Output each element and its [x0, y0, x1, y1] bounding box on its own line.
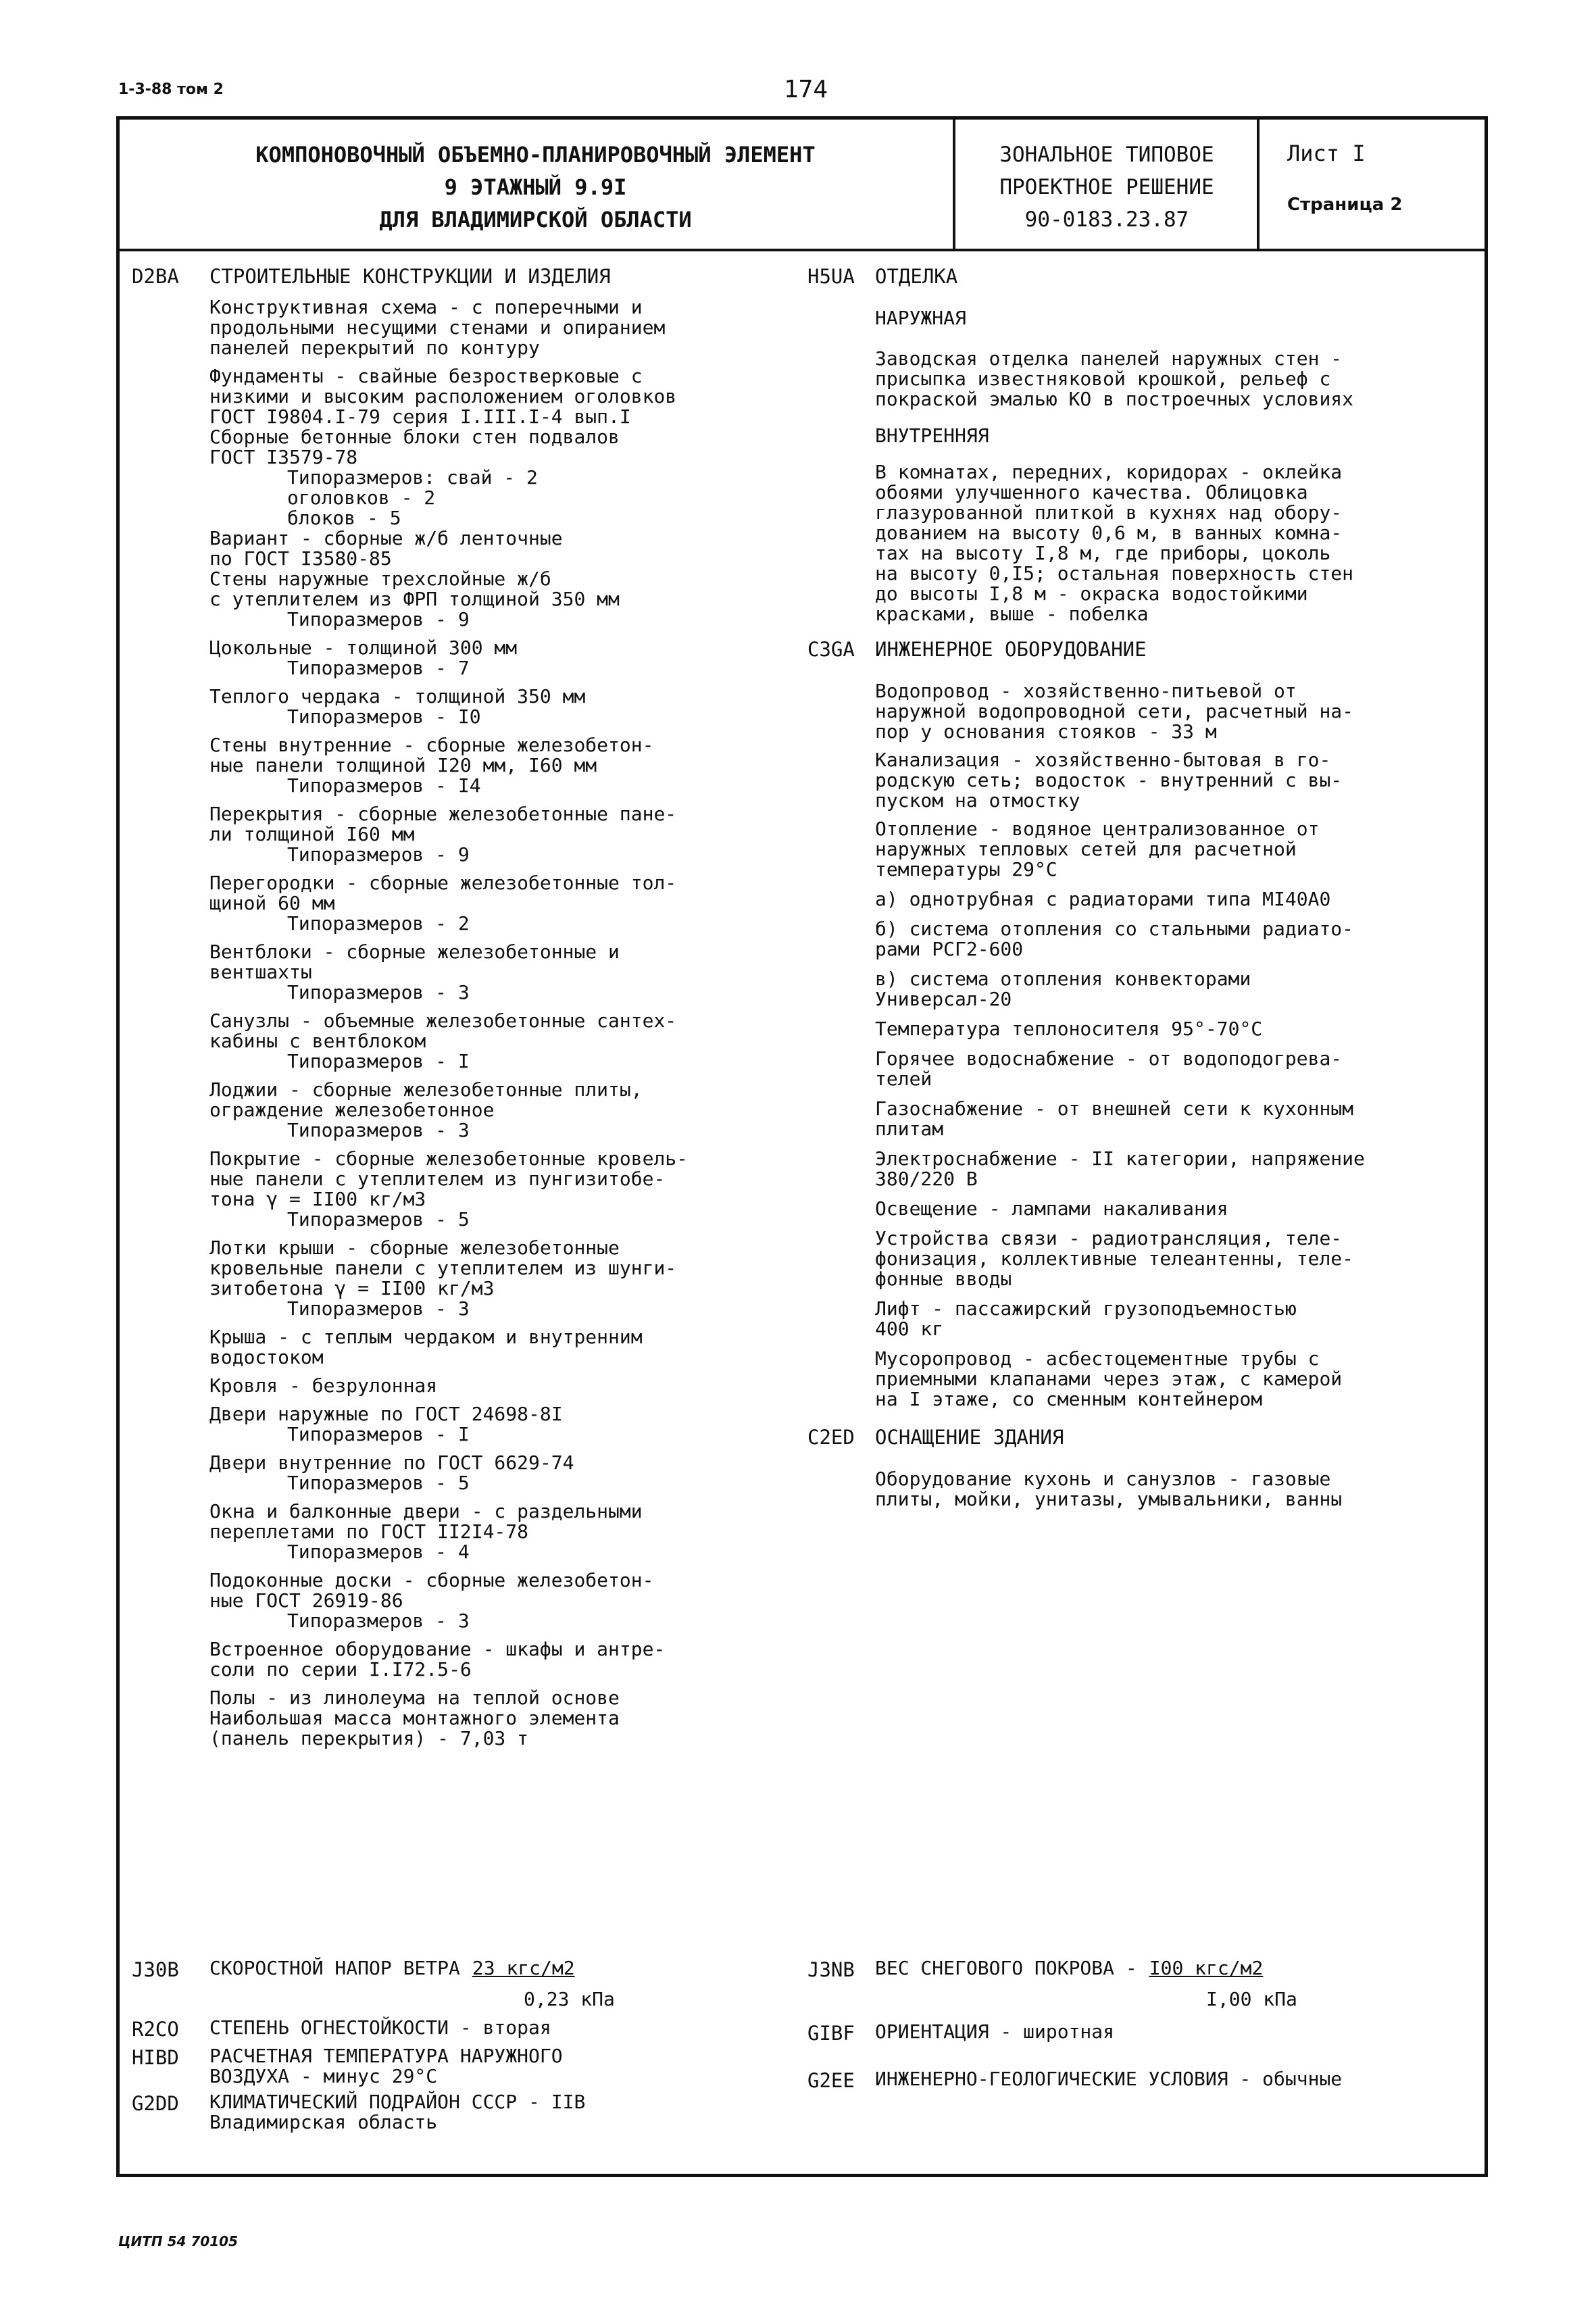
- param-wind: [132, 1958, 740, 1981]
- para-heating-b: б) система отопления со стальными радиато- рами РСГ2-600: [875, 918, 1354, 960]
- engineering-body: [875, 681, 1470, 1410]
- para-windows: Окна и балконные двери - с раздельными переплетами по ГОСТ II2I4-78: [209, 1500, 643, 1543]
- para-sizes: Типоразмеров - 5: [287, 1208, 470, 1230]
- para-vent-blocks: Вентблоки - сборные железобетонные и вентшахты: [209, 941, 620, 983]
- subheading-interior: ВНУТРЕННЯЯ: [875, 424, 989, 447]
- section-code: C2ED: [807, 1426, 855, 1449]
- footer-stamp: ЦИТП 54 70105: [118, 2233, 239, 2249]
- param-text: СКОРОСТНОЙ НАПОР ВЕТРА: [209, 1957, 460, 1979]
- param-orientation: [807, 2022, 1470, 2045]
- document-reference: 1-3-88 том 2: [118, 81, 224, 98]
- right-column: [807, 265, 1470, 1510]
- para-water-supply: Водопровод - хозяйственно-питьевой от наружной водопроводной сети, расчетный на- пор у основания стояков - 33 м: [875, 680, 1354, 743]
- para-roofing: Покрытие - сборные железобетонные кровель- ные панели с утеплителем из пунгизитобе- тона γ = II00 кг/м3: [209, 1147, 689, 1210]
- param-value: I00 кгс/м2: [1149, 1957, 1264, 1979]
- designation-line-2: ПРОЕКТНОЕ РЕШЕНИЕ: [999, 175, 1214, 199]
- para-heating-c: в) система отопления конвекторами Универсал-20: [875, 968, 1251, 1010]
- para-sizes: Типоразмеров - 4: [287, 1541, 470, 1563]
- param-snow: [807, 1958, 1470, 1981]
- section-code: C3GA: [807, 638, 855, 661]
- param-code: G2EE: [807, 2069, 855, 2092]
- para-sewerage: Канализация - хозяйственно-бытовая в го- родскую сеть; водосток - внутренний с вы- пуском на отмостку: [875, 749, 1343, 812]
- para-roof: Крыша - с теплым чердаком и внутренним водостоком: [209, 1326, 643, 1368]
- header-divider-vertical-1: [953, 116, 955, 251]
- param-text: ВЕС СНЕГОВОГО ПОКРОВА -: [875, 1957, 1137, 1979]
- para-sizes: Типоразмеров - 9: [287, 843, 470, 866]
- para-sizes: Типоразмеров - I0: [287, 705, 481, 728]
- para-sizes: Типоразмеров - 3: [287, 1297, 470, 1320]
- para-foundations: Фундаменты - свайные безростверковые с низкими и высоким расположением оголовков ГОСТ I9804.I-79 серия I.III.I-4 вып.I Сборные бетонные блоки стен подвалов ГОСТ I3579-78: [209, 365, 677, 468]
- param-climate: [132, 2092, 740, 2133]
- param-text: ОРИЕНТАЦИЯ - широтная: [875, 2020, 1115, 2043]
- para-floors: Перекрытия - сборные железобетонные пане- ли толщиной I60 мм: [209, 803, 677, 845]
- project-designation: [958, 139, 1255, 236]
- param-text: ИНЖЕНЕРНО-ГЕОЛОГИЧЕСКИЕ УСЛОВИЯ - обычные: [875, 2068, 1343, 2090]
- param-code: J30B: [132, 1958, 179, 1981]
- para-elevator: Лифт - пассажирский грузоподъемностью 400 кг: [875, 1297, 1297, 1340]
- section-header-equipment: [807, 1426, 1470, 1449]
- para-structural-scheme: Конструктивная схема - с поперечными и продольными несущими стенами и опиранием панелей перекрытий по контуру: [209, 296, 666, 359]
- para-sizes: Типоразмеров - 3: [287, 1119, 470, 1141]
- para-roof-covering: Кровля - безрулонная: [209, 1374, 438, 1397]
- para-plinth: Цокольные - толщиной 300 мм: [209, 637, 518, 659]
- section-title: ОСНАЩЕНИЕ ЗДАНИЯ: [875, 1426, 1064, 1449]
- sheet-number: Лист I: [1287, 141, 1366, 166]
- param-snow-kpa: I,00 кПа: [1206, 1988, 1297, 2010]
- param-text: РАСЧЕТНАЯ ТЕМПЕРАТУРА НАРУЖНОГО ВОЗДУХА - минус 29°С: [209, 2045, 563, 2087]
- para-attic: Теплого чердака - толщиной 350 мм: [209, 685, 586, 707]
- param-fire: [132, 2018, 740, 2041]
- page-label: Страница 2: [1287, 195, 1403, 215]
- document-title: [122, 139, 949, 236]
- para-gas: Газоснабжение - от внешней сети к кухонным плитам: [875, 1097, 1354, 1140]
- title-line-2: 9 ЭТАЖНЫЙ 9.9I: [444, 174, 627, 200]
- para-foundation-sizes: Типоразмеров: свай - 2 оголовков - 2 блоков - 5: [287, 466, 538, 529]
- param-code: G2DD: [132, 2092, 179, 2115]
- param-temperature: [132, 2046, 740, 2087]
- para-exterior-finish: Заводская отделка панелей наружных стен - присыпка известняковой крошкой, рельеф с покраской эмалью КО в построечных условиях: [875, 347, 1354, 410]
- para-sizes: Типоразмеров - 9: [287, 608, 470, 630]
- para-outer-doors: Двери наружные по ГОСТ 24698-8I: [209, 1403, 563, 1425]
- para-inner-walls: Стены внутренние - сборные железобетон- ные панели толщиной I20 мм, I60 мм: [209, 734, 654, 776]
- para-bathrooms: Санузлы - объемные железобетонные сантех- кабины с вентблоком: [209, 1010, 677, 1052]
- para-inner-doors: Двери внутренние по ГОСТ 6629-74: [209, 1451, 574, 1474]
- param-text: СТЕПЕНЬ ОГНЕСТОЙКОСТИ - вторая: [209, 2016, 551, 2039]
- para-built-in: Встроенное оборудование - шкафы и антре- соли по серии I.I72.5-6: [209, 1638, 666, 1681]
- section-title: ОТДЕЛКА: [875, 265, 958, 288]
- designation-line-3: 90-0183.23.87: [1024, 207, 1189, 232]
- param-value: 23 кгс/м2: [472, 1957, 575, 1979]
- section-title: СТРОИТЕЛЬНЫЕ КОНСТРУКЦИИ И ИЗДЕЛИЯ: [209, 265, 611, 288]
- para-sizes: Типоразмеров - 7: [287, 657, 470, 679]
- param-geology: [807, 2069, 1470, 2092]
- para-floor-finish: Полы - из линолеума на теплой основе Наибольшая масса монтажного элемента (панель перекрытия) - 7,03 т: [209, 1687, 620, 1749]
- param-code: GIBF: [807, 2022, 855, 2045]
- left-column: [209, 297, 818, 1749]
- para-roof-trays: Лотки крыши - сборные железобетонные кровельные панели с утеплителем из шунги- зитобетона γ = II00 кг/м3: [209, 1237, 677, 1299]
- para-sizes: Типоразмеров - 3: [287, 1610, 470, 1632]
- finish-body: [875, 308, 1470, 624]
- para-coolant-temp: Температура теплоносителя 95°-70°С: [875, 1018, 1263, 1040]
- param-text: КЛИМАТИЧЕСКИЙ ПОДРАЙОН СССР - IIВ Владимирская область: [209, 2091, 586, 2133]
- bottom-right-params: [807, 1958, 1470, 2092]
- section-header-engineering: [807, 638, 1470, 661]
- para-sizes: Типоразмеров - 2: [287, 912, 470, 935]
- header-divider: [116, 249, 1488, 251]
- subheading-exterior: НАРУЖНАЯ: [875, 307, 966, 329]
- para-communications: Устройства связи - радиотрансляция, теле- фонизация, коллективные телеантенны, теле- фонные вводы: [875, 1227, 1354, 1290]
- designation-line-1: ЗОНАЛЬНОЕ ТИПОВОЕ: [999, 143, 1214, 167]
- para-partitions: Перегородки - сборные железобетонные тол- щиной 60 мм: [209, 872, 677, 914]
- para-hot-water: Горячее водоснабжение - от водоподогрева- телей: [875, 1047, 1343, 1090]
- para-garbage-chute: Мусоропровод - асбестоцементные трубы с приемными клапанами через этаж, с камерой на I этаже, со сменным контейнером: [875, 1347, 1343, 1410]
- para-interior-finish: В комнатах, передних, коридорах - оклейка обоями улучшенного качества. Облицовка глазурованной плиткой в кухнях над обору- дованием на высоту 0,6 м, в ванных комна- тах на высоту I,8 м, где приборы, цоколь на высоту 0,I5; остальная поверхность стен до высоты I,8 м - окраска водостойкими красками, выше - побелка: [875, 461, 1354, 625]
- section-header-finish: [807, 265, 1470, 288]
- section-code: H5UA: [807, 265, 855, 288]
- title-line-3: ДЛЯ ВЛАДИМИРСКОЙ ОБЛАСТИ: [379, 207, 692, 232]
- section-code: D2BA: [132, 265, 179, 288]
- para-variant: Вариант - сборные ж/б ленточные по ГОСТ I3580-85 Стены наружные трехслойные ж/б с утеплителем из ФРП толщиной 350 мм: [209, 527, 620, 610]
- param-code: J3NB: [807, 1958, 855, 1981]
- para-sizes: Типоразмеров - I: [287, 1423, 470, 1445]
- header-divider-vertical-2: [1257, 116, 1260, 251]
- bottom-left-params: [132, 1958, 740, 2133]
- para-loggias: Лоджии - сборные железобетонные плиты, ограждение железобетонное: [209, 1078, 643, 1121]
- section-title: ИНЖЕНЕРНОЕ ОБОРУДОВАНИЕ: [875, 638, 1147, 661]
- para-window-boards: Подоконные доски - сборные железобетон- ные ГОСТ 26919-86: [209, 1569, 654, 1612]
- para-sizes: Типоразмеров - 3: [287, 981, 470, 1003]
- para-sizes: Типоразмеров - 5: [287, 1472, 470, 1494]
- param-code: R2CO: [132, 2018, 179, 2041]
- param-wind-kpa: 0,23 кПа: [524, 1988, 615, 2010]
- para-heating: Отопление - водяное централизованное от наружных тепловых сетей для расчетной температуры 29°С: [875, 818, 1320, 880]
- para-sizes: Типоразмеров - I: [287, 1050, 470, 1072]
- para-electricity: Электроснабжение - II категории, напряжение 380/220 В: [875, 1147, 1365, 1190]
- para-sizes: Типоразмеров - I4: [287, 774, 481, 797]
- para-lighting: Освещение - лампами накаливания: [875, 1197, 1228, 1220]
- para-heating-a: а) однотрубная с радиаторами типа МI40А0: [875, 888, 1331, 910]
- para-equipment: Оборудование кухонь и санузлов - газовые плиты, мойки, унитазы, умывальники, ванны: [875, 1468, 1343, 1510]
- equipment-body: [875, 1469, 1470, 1510]
- page-number: 174: [784, 76, 828, 103]
- title-line-1: КОМПОНОВОЧНЫЙ ОБЪЕМНО-ПЛАНИРОВОЧНЫЙ ЭЛЕМЕНТ: [255, 142, 816, 168]
- param-code: HIBD: [132, 2046, 179, 2069]
